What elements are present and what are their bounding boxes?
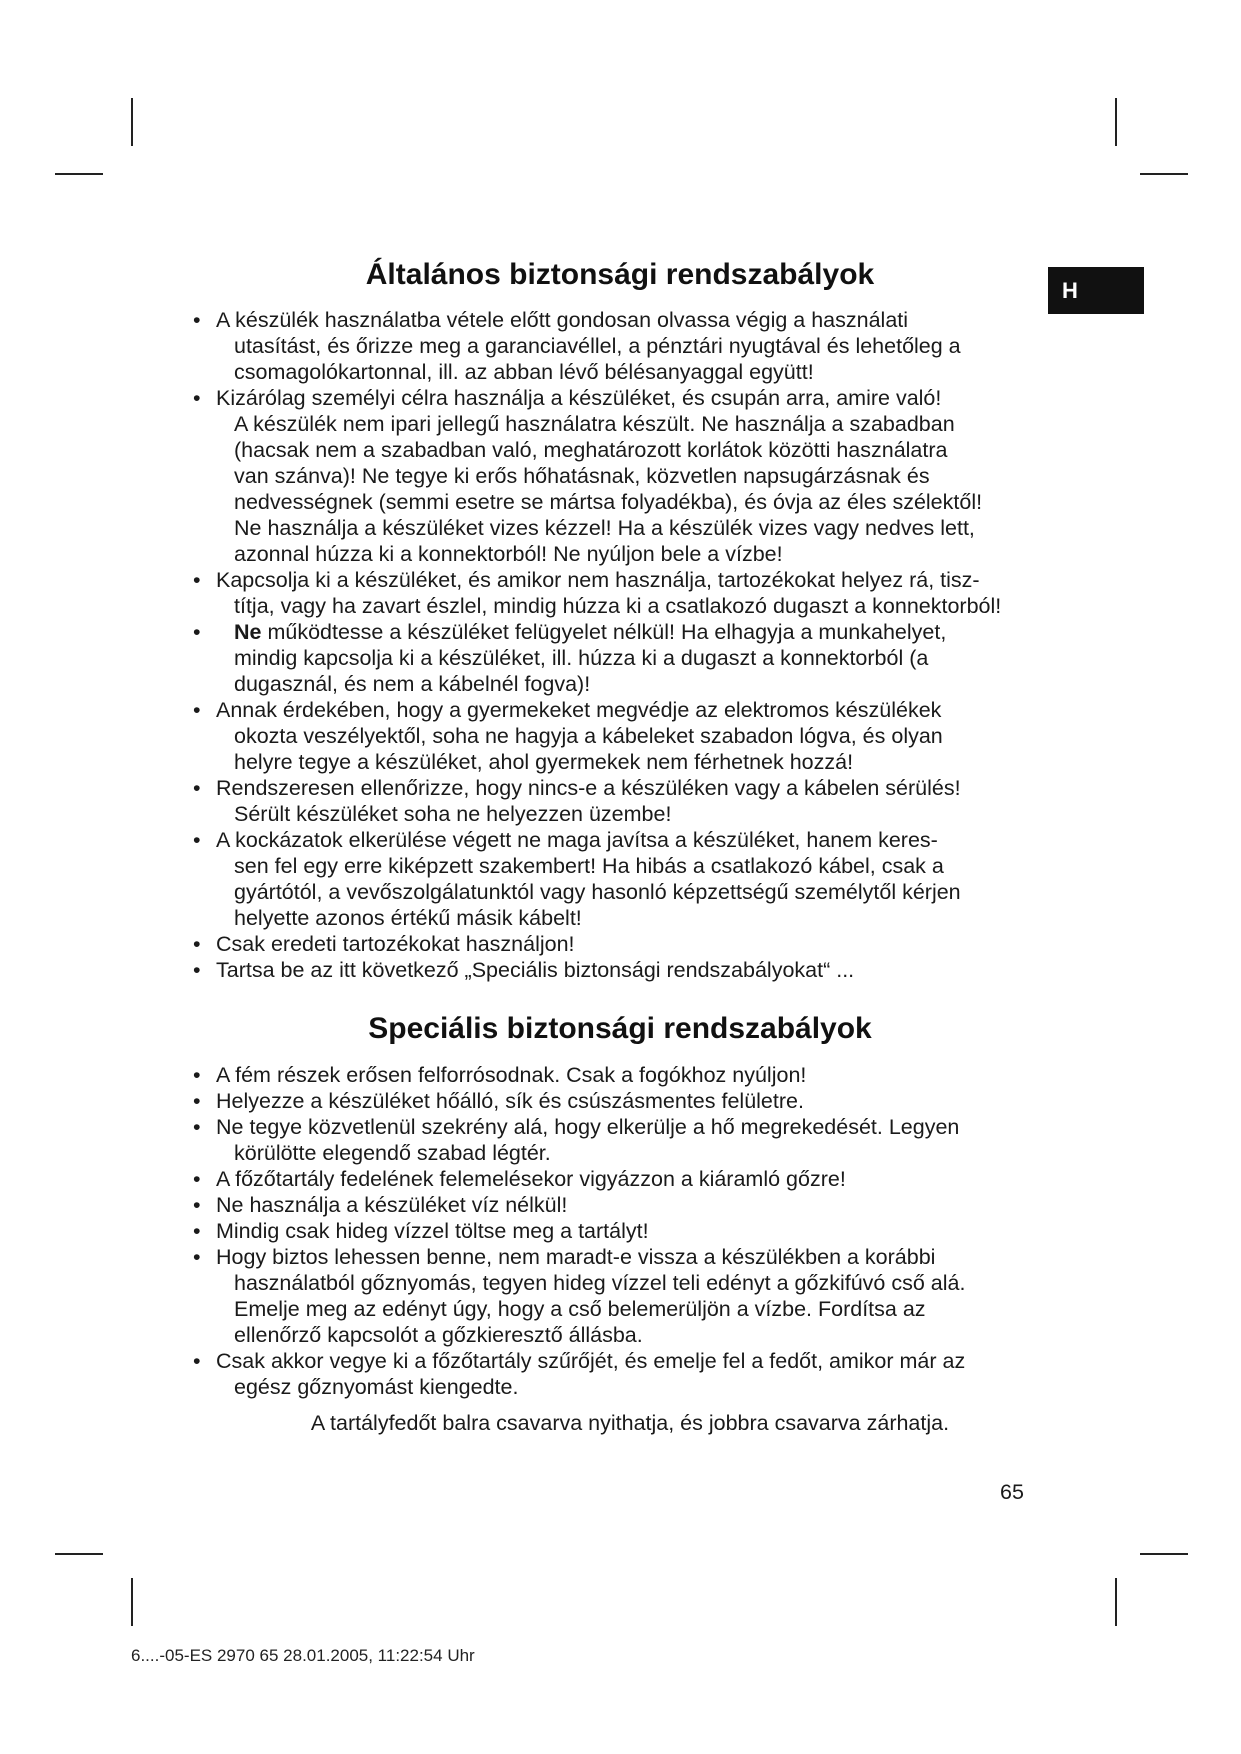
list-item: • Hogy biztos lehessen benne, nem maradt-e vissza a készülékben a korábbi használatból gőznyomás, tegyen hideg vízzel teli edényt a gőzkifúvó cső alá. Emelje meg az edényt úgy, hogy a cső belemerüljön a vízbe. Fordítsa az ellenőrző kapcsolót a gőzkieresztő állásba. — [193, 1244, 1073, 1348]
bold-prefix: Ne — [234, 620, 262, 644]
list-item: • A kockázatok elkerülése végett ne maga javítsa a készüléket, hanem keres- sen fel egy erre kiképzett szakembert! Ha hibás a csatlakozó kábel, csak a gyártótól, a vevőszolgálatunktól vagy hasonló képzettségű személytől kérjen helyette azonos értékű másik kábelt! — [193, 827, 1073, 931]
special-rules-list — [193, 1062, 1073, 1400]
list-item: • Mindig csak hideg vízzel töltse meg a tartályt! — [193, 1218, 1073, 1244]
crop-mark-top-right-horizontal — [1140, 173, 1188, 175]
crop-mark-bottom-right-vertical — [1115, 1578, 1117, 1626]
list-item: • Ne működtesse a készüléket felügyelet nélkül! Ha elhagyja a munkahelyet, mindig kapcsolja ki a készüléket, ill. húzza ki a dugaszt a konnektorból (a dugasznál, és nem a kábelnél fogva)! — [193, 619, 1073, 697]
list-item: • Annak érdekében, hogy a gyermekeket megvédje az elektromos készülékek okozta veszélyektől, soha ne hagyja a kábeleket szabadon lógva, és olyan helyre tegye a készüléket, ahol gyermekek nem férhetnek hozzá! — [193, 697, 1073, 775]
lid-note: A tartályfedőt balra csavarva nyithatja, és jobbra csavarva zárhatja. — [310, 1411, 950, 1435]
list-item: • Kizárólag személyi célra használja a készüléket, és csupán arra, amire való! A készülék nem ipari jellegű használatra készült. Ne használja a szabadban (hacsak nem a szabadban való, meghatározott korlátok közötti használatra van szánva)! Ne tegye ki erős hőhatásnak, közvetlen napsugárzásnak és nedvességnek (semmi esetre se mártsa folyadékba), és óvja az éles szélektől! Ne használja a készüléket vizes kézzel! Ha a készülék vizes vagy nedves lett, azonnal húzza ki a konnektorból! Ne nyúljon bele a vízbe! — [193, 385, 1073, 567]
crop-mark-top-left-vertical — [131, 98, 133, 146]
language-tab: H — [1048, 267, 1144, 314]
list-item: • Csak eredeti tartozékokat használjon! — [193, 931, 1073, 957]
list-item: • Kapcsolja ki a készüléket, és amikor nem használja, tartozékokat helyez rá, tisz- títja, vagy ha zavart észlel, mindig húzza ki a csatlakozó dugaszt a konnektorból! — [193, 567, 1073, 619]
section-general-title: Általános biztonsági rendszabályok — [365, 258, 875, 291]
list-item: • Rendszeresen ellenőrizze, hogy nincs-e a készüléken vagy a kábelen sérülés! Sérült készüléket soha ne helyezzen üzembe! — [193, 775, 1073, 827]
section-special-title: Speciális biztonsági rendszabályok — [368, 1012, 872, 1045]
crop-mark-top-right-vertical — [1115, 98, 1117, 146]
crop-mark-top-left-horizontal — [55, 173, 103, 175]
crop-mark-bottom-left-horizontal — [55, 1553, 103, 1555]
crop-mark-bottom-right-horizontal — [1140, 1553, 1188, 1555]
list-item: • A készülék használatba vétele előtt gondosan olvassa végig a használati utasítást, és őrizze meg a garanciavéllel, a pénztári nyugtával és lehetőleg a csomagolókartonnal, ill. az abban lévő bélésanyaggal együtt! — [193, 307, 1073, 385]
print-footer: 6....-05-ES 2970 65 28.01.2005, 11:22:54 Uhr — [131, 1646, 475, 1665]
page-number: 65 — [1000, 1480, 1024, 1504]
general-rules-list — [193, 307, 1073, 983]
list-item: • Tartsa be az itt következő „Speciális biztonsági rendszabályokat“ ... — [193, 957, 1073, 983]
crop-mark-bottom-left-vertical — [131, 1578, 133, 1626]
list-item: • Ne használja a készüléket víz nélkül! — [193, 1192, 1073, 1218]
list-item: • A főzőtartály fedelének felemelésekor vigyázzon a kiáramló gőzre! — [193, 1166, 1073, 1192]
list-item: • A fém részek erősen felforrósodnak. Csak a fogókhoz nyúljon! — [193, 1062, 1073, 1088]
list-item: • Ne tegye közvetlenül szekrény alá, hogy elkerülje a hő megrekedését. Legyen körülötte elegendő szabad légtér. — [193, 1114, 1073, 1166]
list-item: • Helyezze a készüléket hőálló, sík és csúszásmentes felületre. — [193, 1088, 1073, 1114]
list-item: • Csak akkor vegye ki a főzőtartály szűrőjét, és emelje fel a fedőt, amikor már az egész gőznyomást kiengedte. — [193, 1348, 1073, 1400]
